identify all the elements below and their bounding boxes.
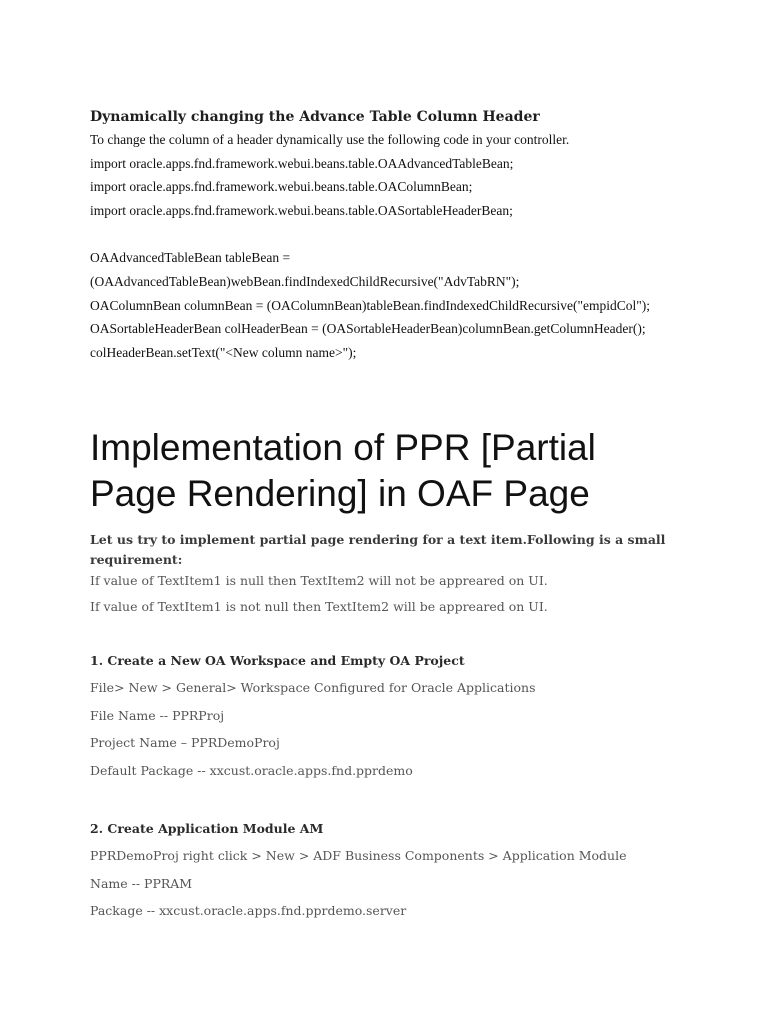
step-line: Package -- xxcust.oracle.apps.fnd.pprdemo.server [90, 903, 407, 918]
requirement-line: If value of TextItem1 is not null then TextItem2 will be appreared on UI. [90, 599, 548, 614]
code-block [90, 246, 730, 365]
title-line: Implementation of PPR [Partial [90, 427, 596, 468]
step-line: Project Name – PPRDemoProj [90, 735, 280, 750]
title-line: Page Rendering] in OAF Page [90, 473, 590, 514]
import-block [90, 152, 730, 223]
import-line: import oracle.apps.fnd.framework.webui.beans.table.OAAdvancedTableBean; [90, 155, 514, 171]
spacer [90, 620, 730, 648]
import-line: import oracle.apps.fnd.framework.webui.beans.table.OASortableHeaderBean; [90, 203, 513, 219]
code-line: (OAAdvancedTableBean)webBean.findIndexedChildRecursive("AdvTabRN"); [90, 274, 520, 290]
page-title [90, 425, 730, 517]
step-line: File Name -- PPRProj [90, 707, 225, 723]
section-ppr-implementation [90, 528, 730, 925]
intro-line: Let us try to implement partial page rendering for a text item.Following is a small [90, 532, 666, 547]
section-advance-table-header [90, 106, 730, 365]
code-line: OAColumnBean columnBean = (OAColumnBean)tableBean.findIndexedChildRecursive("empidCol"); [90, 297, 651, 313]
step-heading: 2. Create Application Module AM [90, 821, 324, 836]
spacer [90, 784, 730, 816]
spacer [90, 223, 730, 247]
step-line: Default Package -- xxcust.oracle.apps.fnd.pprdemo [90, 762, 413, 778]
code-line: OASortableHeaderBean colHeaderBean = (OASortableHeaderBean)columnBean.getColumnHeader(); [90, 321, 646, 337]
intro-line: requirement: [90, 552, 183, 567]
intro-text: To change the column of a header dynamically use the following code in your controller. [90, 132, 570, 147]
step-line: PPRDemoProj right click > New > ADF Business Components > Application Module [90, 848, 627, 863]
step-heading: 1. Create a New OA Workspace and Empty OA Project [90, 653, 465, 668]
step-line: File> New > General> Workspace Configured for Oracle Applications [90, 680, 536, 695]
step-line: Name -- PPRAM [90, 875, 193, 891]
section-heading: Dynamically changing the Advance Table Column Header [90, 109, 540, 125]
code-line: OAAdvancedTableBean tableBean = [90, 250, 291, 266]
requirement-line: If value of TextItem1 is null then TextItem2 will not be appreared on UI. [90, 573, 548, 588]
code-line: colHeaderBean.setText("<New column name>"); [90, 345, 357, 361]
import-line: import oracle.apps.fnd.framework.webui.beans.table.OAColumnBean; [90, 179, 473, 195]
